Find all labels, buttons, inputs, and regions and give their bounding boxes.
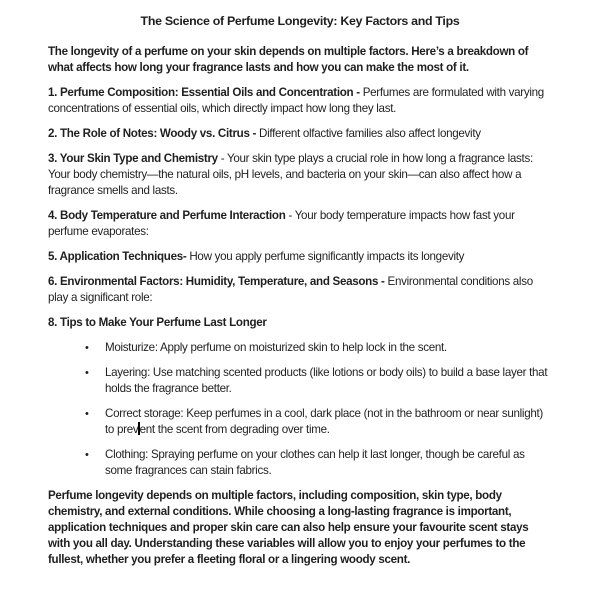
section-body-text: Perfumes are formulated with varying concentrations of essential oils, which directly impact how long they last. — [48, 86, 544, 115]
tips-list — [48, 340, 552, 479]
tip-text: Clothing: Spraying perfume on your clothes can help it last longer, though be careful as some fragrances can stain fabrics. — [105, 448, 525, 477]
section-paragraph[interactable] — [48, 274, 552, 306]
tip-item[interactable] — [85, 447, 552, 479]
tip-item[interactable] — [85, 406, 552, 438]
bullet-marker-icon: • — [85, 367, 89, 379]
section-body-text: Environmental conditions also play a significant role: — [48, 275, 533, 304]
section-paragraph[interactable] — [48, 85, 552, 117]
section-heading-text: 4. Body Temperature and Perfume Interaction — [48, 209, 286, 222]
section-heading-text: 6. Environmental Factors: Humidity, Temperature, and Seasons - — [48, 275, 388, 288]
tip-text: Moisturize: Apply perfume on moisturized skin to help lock in the scent. — [105, 341, 447, 354]
section-paragraph[interactable] — [48, 249, 552, 265]
section-body-text: - Your skin type plays a crucial role in how long a fragrance lasts: Your body chemistry—the natural oils, pH levels, and bacteria on your skin—can also affect how a fragrance smells and lasts. — [48, 152, 533, 197]
section-body-text: Different olfactive families also affect longevity — [259, 127, 481, 140]
sections-container — [48, 85, 552, 306]
tip-text: Layering: Use matching scented products (like lotions or body oils) to build a base layer that holds the fragrance better. — [105, 366, 548, 395]
bullet-marker-icon: • — [85, 449, 89, 461]
section-heading-text: 5. Application Techniques- — [48, 250, 187, 263]
conclusion-paragraph[interactable]: Perfume longevity depends on multiple factors, including composition, skin type, body chemistry, and external conditions. While choosing a long-lasting fragrance is important, application techniques and proper skin care can also help ensure your favourite scent stays with you all day. Understanding these variables will allow you to enjoy your perfumes to the fullest, whether you prefer a fleeting floral or a lingering woody scent. — [48, 489, 529, 566]
bullet-marker-icon: • — [85, 408, 89, 420]
tip-item[interactable] — [85, 340, 552, 356]
intro-paragraph[interactable]: The longevity of a perfume on your skin depends on multiple factors. Here’s a breakdown of what affects how long your fragrance lasts and how you can make the most of it. — [48, 45, 529, 74]
tip-text: ent the scent from degrading over time. — [139, 423, 330, 436]
section-paragraph[interactable] — [48, 208, 552, 240]
section-paragraph[interactable] — [48, 126, 552, 142]
section-heading-text: 1. Perfume Composition: Essential Oils and Concentration - — [48, 86, 363, 99]
bullet-marker-icon: • — [85, 342, 89, 354]
tip-text: Correct storage: Keep perfumes in a cool, dark place (not in the bathroom or near sunlight) to prev — [105, 407, 543, 436]
section-heading-text: 2. The Role of Notes: Woody vs. Citrus - — [48, 127, 260, 140]
section-body-text: How you apply perfume significantly impacts its longevity — [186, 250, 465, 263]
tips-heading[interactable]: 8. Tips to Make Your Perfume Last Longer — [48, 316, 267, 329]
section-heading-text: 3. Your Skin Type and Chemistry — [48, 152, 218, 165]
section-paragraph[interactable] — [48, 151, 552, 199]
tip-item[interactable] — [85, 365, 552, 397]
document-title[interactable]: The Science of Perfume Longevity: Key Factors and Tips — [140, 14, 460, 28]
section-body-text: - Your body temperature impacts how fast your perfume evaporates: — [48, 209, 515, 238]
